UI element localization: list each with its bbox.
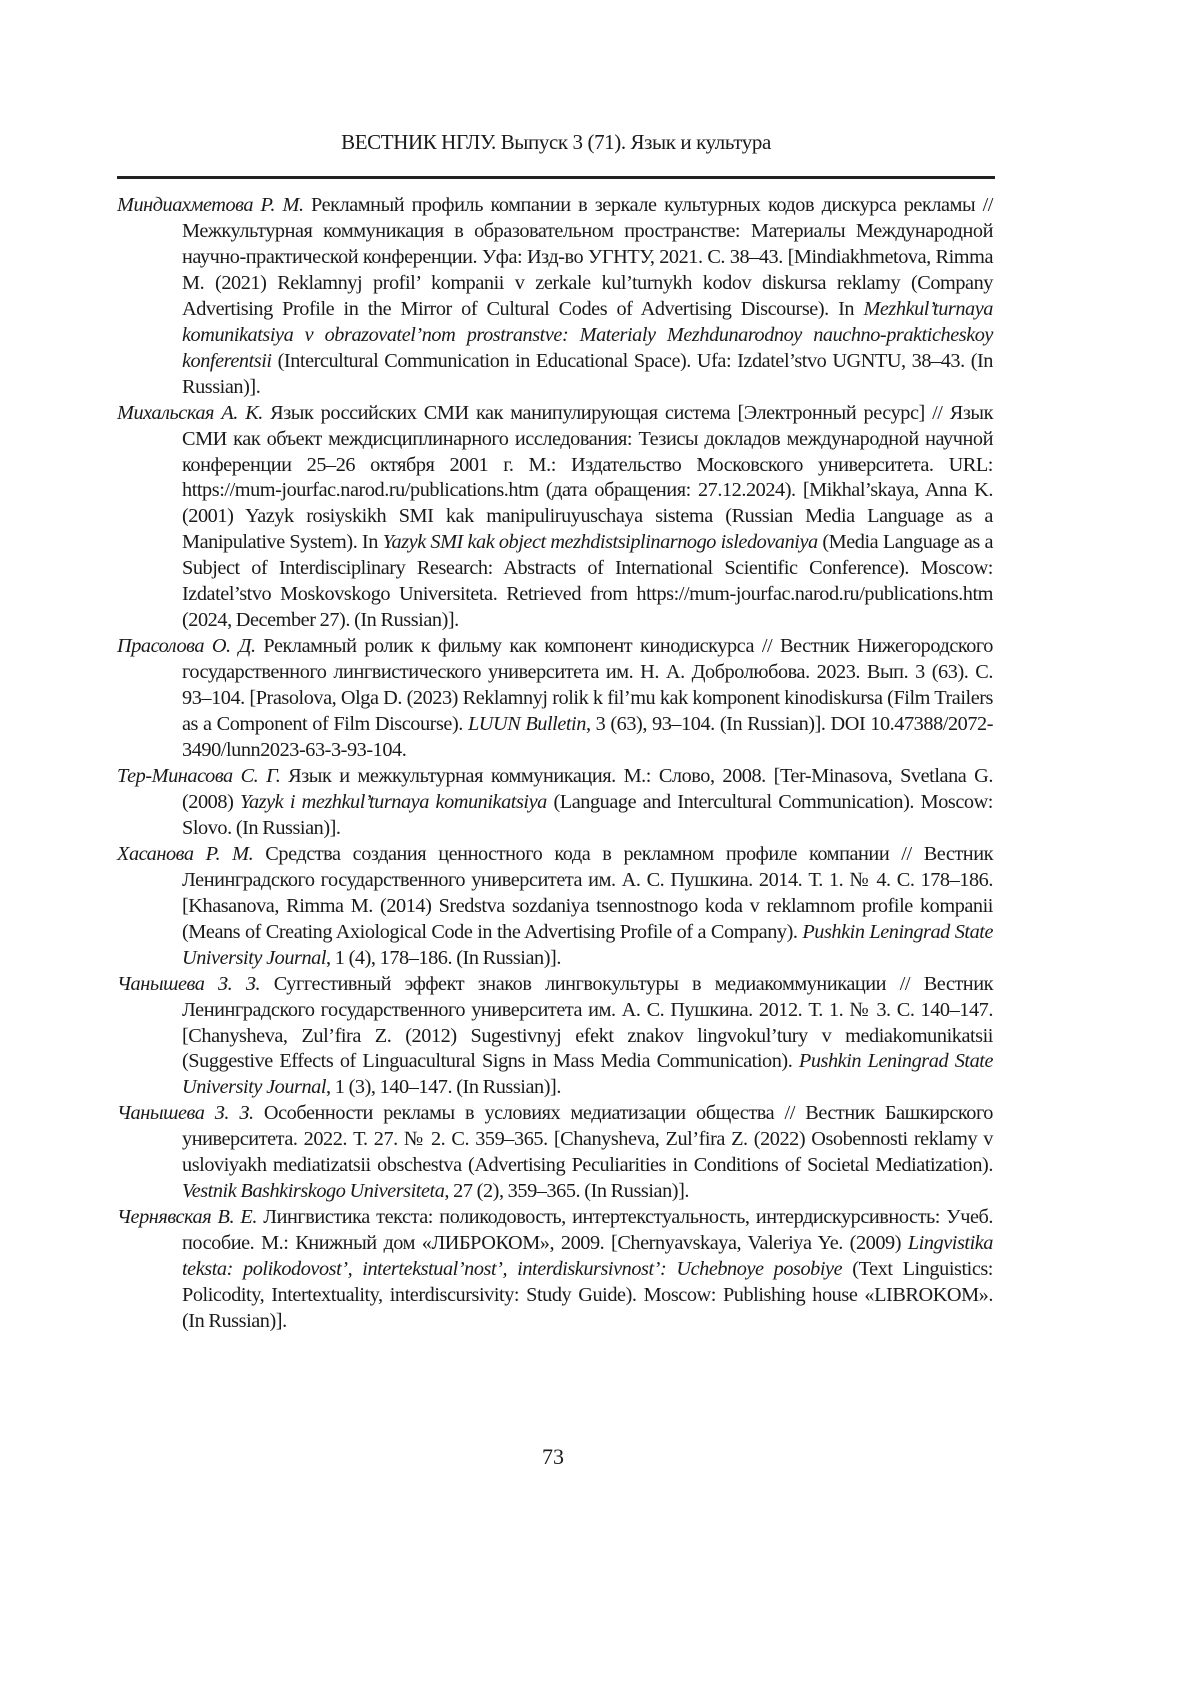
reference-author: Хасанова Р. М. <box>117 843 253 865</box>
reference-text: Суггестивный эффект знаков лингвокультуры в медиакоммуникации // Вестник Ленинградского государственного университета им. А. С. Пушкина. 2012. Т. 1. № 3. С. 140–147. [Chanysheva, Zul’fira Z. (2012) Sugestivnyj efekt znakov lingvokul’tury v mediakomunikatsii (Suggestive Effects of Linguacultural Signs in Mass Media Communication). <box>182 973 993 1073</box>
reference-text: (Text Linguistics: Policodity, Intertextuality, interdiscursivity: Study Guide). Moscow: Publishing house «LIBROKOM». (In Russian)]. <box>182 1258 993 1332</box>
reference-text: Лингвистика текста: поликодовость, интертекстуальность, интердискурсивность: Учеб. пособие. М.: Книжный дом «ЛИБРОКОМ», 2009. [Chernyavskaya, Valeriya Ye. (2009) <box>182 1206 993 1254</box>
reference-italic-title: Vestnik Bashkirskogo Universiteta <box>182 1180 444 1202</box>
reference-author: Миндиахметова Р. М. <box>117 194 304 216</box>
reference-entry <box>117 842 993 972</box>
reference-text: Рекламный ролик к фильму как компонент кинодискурса // Вестник Нижегородского государственного лингвистического университета им. Н. А. Добролюбова. 2023. Вып. 3 (63). С. 93–104. [Prasolova, Olga D. (2023) Reklamnyj rolik k fil’mu kak komponent kinodiskursa (Film Trailers as a Component of Film Discourse). <box>182 635 993 735</box>
reference-entry <box>117 1205 993 1335</box>
reference-text: (Intercultural Communication in Educational Space). Ufa: Izdatel’stvo UGNTU, 38–43. (In Russian)]. <box>182 350 993 398</box>
reference-author: Прасолова О. Д. <box>117 635 256 657</box>
reference-italic-title: Mezhkul’turnaya komunikatsiya v obrazovatel’nom prostranstve: Materialy Mezhdunarodnoy nauchno-prakticheskoy konferentsii <box>182 298 993 372</box>
reference-entry <box>117 764 993 842</box>
reference-italic-title: Yazyk SMI kak object mezhdistsiplinarnogo isledovaniya <box>383 531 818 553</box>
reference-italic-title: Lingvistika teksta: polikodovost’, intertekstual’nost’, interdiskursivnost’: Uchebnoye posobiye <box>182 1232 993 1280</box>
reference-text: Язык и межкультурная коммуникация. М.: Слово, 2008. [Ter-Minasova, Svetlana G. (2008) <box>182 765 993 813</box>
reference-author: Чанышева З. З. <box>117 1102 254 1124</box>
reference-text: , 27 (2), 359–365. (In Russian)]. <box>444 1180 689 1202</box>
reference-entry <box>117 1101 993 1205</box>
reference-italic-title: Yazyk i mezhkul’turnaya komunikatsiya <box>240 791 547 813</box>
reference-entry <box>117 634 993 764</box>
reference-author: Тер-Минасова С. Г. <box>117 765 280 787</box>
reference-italic-title: Pushkin Leningrad State University Journal <box>182 1050 993 1098</box>
reference-text: (Media Language as a Subject of Interdisciplinary Research: Abstracts of International Scientific Conference). Moscow: Izdatel’stvo Moskovskogo Universiteta. Retrieved from https://mum-jourfac.narod.ru/publications.htm (2024, December 27). (In Russian)]. <box>182 531 993 631</box>
header-rule <box>117 176 995 179</box>
reference-text: Рекламный профиль компании в зеркале культурных кодов дискурса рекламы // Межкультурная коммуникация в образовательном пространстве: Материалы Международной научно-практической конференции. Уфа: Изд-во УГНТУ, 2021. С. 38–43. [Mindiakhmetova, Rimma M. (2021) Reklamnyj profil’ kompanii v zerkale kul’turnykh kodov diskursa reklamy (Company Advertising Profile in the Mirror of Cultural Codes of Advertising Discourse). In <box>182 194 993 320</box>
reference-text: (Language and Intercultural Communication). Moscow: Slovo. (In Russian)]. <box>182 791 993 839</box>
reference-italic-title: Pushkin Leningrad State University Journal <box>182 921 993 969</box>
reference-author: Михальская А. К. <box>117 402 263 424</box>
reference-text: , 1 (4), 178–186. (In Russian)]. <box>326 947 561 969</box>
reference-text: Особенности рекламы в условиях медиатизации общества // Вестник Башкирского университета. 2022. Т. 27. № 2. С. 359–365. [Chanysheva, Zul’fira Z. (2022) Osobennosti reklamy v usloviyakh mediatizatsii obschestva (Advertising Peculiarities in Conditions of Societal Mediatization). <box>182 1102 993 1176</box>
reference-text: , 3 (63), 93–104. (In Russian)]. DOI 10.47388/2072-3490/lunn2023-63-3-93-104. <box>182 713 993 761</box>
reference-author: Чернявская В. Е. <box>117 1206 257 1228</box>
page-number: 73 <box>0 1444 1106 1470</box>
reference-entry <box>117 972 993 1102</box>
reference-author: Чанышева З. З. <box>117 973 260 995</box>
running-header: ВЕСТНИК НГЛУ. Выпуск 3 (71). Язык и культура <box>117 130 995 155</box>
reference-text: Язык российских СМИ как манипулирующая система [Электронный ресурс] // Язык СМИ как объект междисциплинарного исследования: Тезисы докладов международной научной конференции 25–26 октября 2001 г. М.: Издательство Московского университета. URL: https://mum-jourfac.narod.ru/publications.htm (дата обращения: 27.12.2024). [Mikhal’skaya, Anna K. (2001) Yazyk rosiyskikh SMI kak manipuliruyuschaya sistema (Russian Media Language as a Manipulative System). In <box>182 402 993 554</box>
reference-italic-title: LUUN Bulletin <box>468 713 586 735</box>
reference-text: , 1 (3), 140–147. (In Russian)]. <box>326 1076 561 1098</box>
reference-text: Средства создания ценностного кода в рекламном профиле компании // Вестник Ленинградского государственного университета им. А. С. Пушкина. 2014. Т. 1. № 4. С. 178–186. [Khasanova, Rimma M. (2014) Sredstva sozdaniya tsennostnogo koda v reklamnom profile kompanii (Means of Creating Axiological Code in the Advertising Profile of a Company). <box>182 843 993 943</box>
reference-list <box>117 193 993 1335</box>
reference-entry <box>117 193 993 401</box>
reference-entry <box>117 401 993 635</box>
